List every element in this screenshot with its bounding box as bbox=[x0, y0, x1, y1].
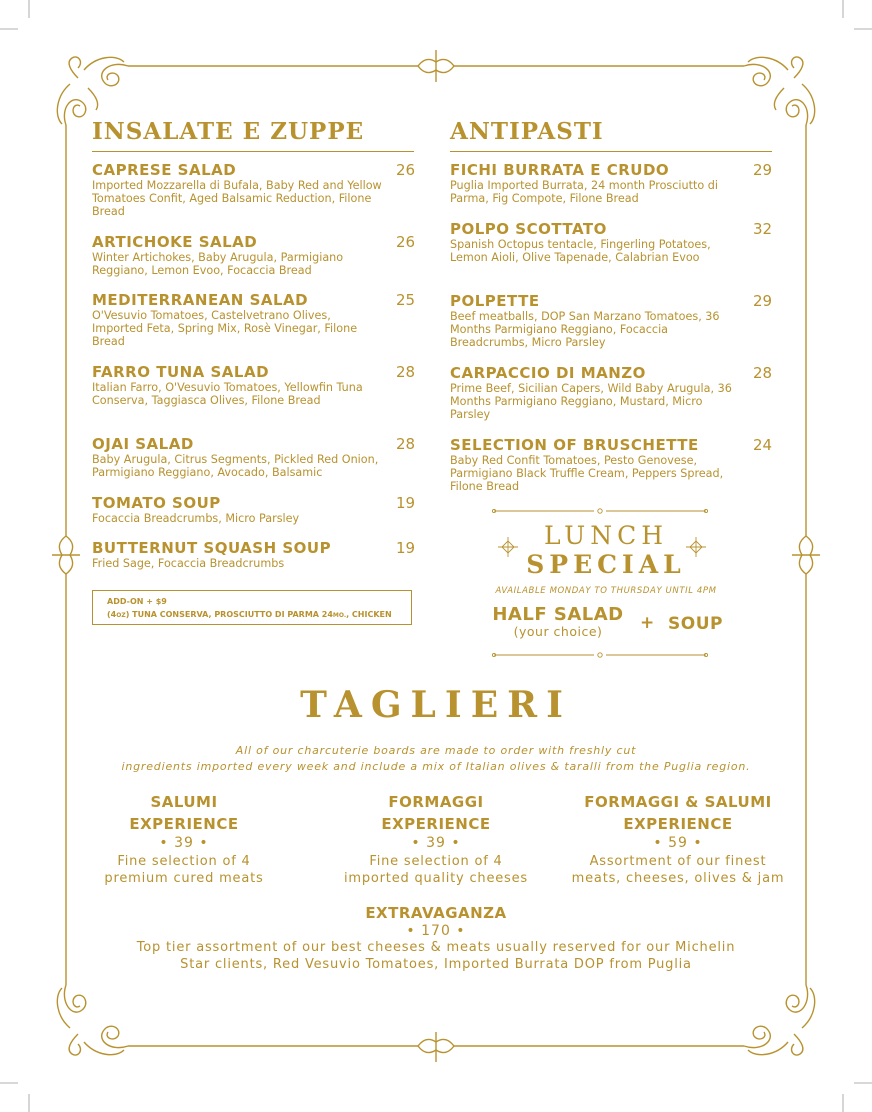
extravaganza-desc-line2: Star clients, Red Vesuvio Tomatoes, Imported Burrata DOP from Puglia bbox=[180, 957, 692, 972]
board-desc-line2: imported quality cheeses bbox=[343, 871, 529, 886]
menu-item-name: FARRO TUNA SALAD bbox=[92, 363, 270, 381]
menu-item-name: FICHI BURRATA E CRUDO bbox=[450, 161, 670, 179]
board-name-line1: FORMAGGI bbox=[388, 793, 484, 811]
extravaganza-price: • 170 • bbox=[406, 923, 466, 939]
menu-item-price: 26 bbox=[396, 161, 416, 179]
menu-item-description: Puglia Imported Burrata, 24 month Prosciutto di Parma, Fig Compote, Filone Bread bbox=[450, 179, 718, 205]
menu-item-price: 29 bbox=[753, 161, 773, 179]
menu-item-description: Beef meatballs, DOP San Marzano Tomatoes, 36 Months Parmigiano Reggiano, Focaccia Breadcrumbs, Micro Parsley bbox=[450, 310, 720, 349]
antipasti-heading-rule bbox=[450, 151, 772, 152]
menu-item bbox=[92, 364, 416, 407]
menu-item bbox=[450, 365, 773, 421]
menu-item-name: CAPRESE SALAD bbox=[92, 161, 237, 179]
menu-item bbox=[92, 234, 416, 277]
menu-item-name: POLPO SCOTTATO bbox=[450, 220, 607, 238]
menu-item bbox=[450, 437, 773, 493]
menu-item bbox=[92, 436, 416, 479]
board-name-line2: EXPERIENCE bbox=[129, 815, 239, 833]
extravaganza-desc-line1: Top tier assortment of our best cheeses & meats usually reserved for our Michelin bbox=[136, 940, 736, 955]
lunch-special-line2: SPECIAL bbox=[526, 550, 686, 579]
board-desc-line2: premium cured meats bbox=[104, 871, 264, 886]
menu-item bbox=[450, 293, 773, 349]
menu-item-description: Spanish Octopus tentacle, Fingerling Potatoes, Lemon Aioli, Olive Tapenade, Calabrian Evoo bbox=[450, 238, 711, 264]
board-price: • 59 • bbox=[653, 835, 703, 851]
menu-item-price: 32 bbox=[753, 220, 773, 238]
menu-item-description: Italian Farro, O'Vesuvio Tomatoes, Yellowfin Tuna Conserva, Taggiasca Olives, Filone Bread bbox=[92, 381, 363, 407]
menu-item bbox=[450, 221, 773, 264]
taglieri-intro bbox=[96, 743, 776, 775]
board-desc-line2: meats, cheeses, olives & jam bbox=[571, 871, 785, 886]
menu-item-price: 19 bbox=[396, 539, 416, 557]
board-desc-line1: Fine selection of 4 bbox=[117, 854, 251, 869]
menu-item-price: 24 bbox=[753, 436, 773, 454]
menu-item-description: O'Vesuvio Tomatoes, Castelvetrano Olives, Imported Feta, Spring Mix, Rosè Vinegar, Filone Bread bbox=[92, 309, 358, 348]
menu-item-price: 28 bbox=[396, 435, 416, 453]
menu-item-description: Focaccia Breadcrumbs, Micro Parsley bbox=[92, 512, 300, 525]
lunch-availability: AVAILABLE MONDAY TO THURSDAY UNTIL 4PM bbox=[495, 586, 717, 596]
menu-item-price: 19 bbox=[396, 494, 416, 512]
menu-item-price: 29 bbox=[753, 292, 773, 310]
menu-item-description: Winter Artichokes, Baby Arugula, Parmigiano Reggiano, Lemon Evoo, Focaccia Bread bbox=[92, 251, 344, 277]
board-price: • 39 • bbox=[159, 835, 209, 851]
menu-item-description: Fried Sage, Focaccia Breadcrumbs bbox=[92, 557, 285, 570]
extravaganza-board bbox=[96, 903, 776, 973]
taglieri-heading: TAGLIERI bbox=[300, 684, 572, 726]
menu-item bbox=[92, 540, 416, 570]
lunch-special-line1: LUNCH bbox=[543, 521, 669, 550]
addon-box bbox=[92, 590, 412, 625]
board-name-line2: EXPERIENCE bbox=[623, 815, 733, 833]
menu-item bbox=[450, 162, 773, 205]
lunch-special-title bbox=[500, 521, 712, 579]
menu-item-name: CARPACCIO DI MANZO bbox=[450, 364, 646, 382]
addon-text: (4OZ) TUNA CONSERVA, PROSCIUTTO DI PARMA 24MO., CHICKEN bbox=[107, 610, 392, 619]
menu-item-price: 28 bbox=[396, 363, 416, 381]
menu-item bbox=[92, 162, 416, 218]
menu-item-name: TOMATO SOUP bbox=[92, 494, 221, 512]
taglieri-intro-line2: ingredients imported every week and include a mix of Italian olives & taralli from the Puglia region. bbox=[121, 760, 751, 773]
menu-item-description: Imported Mozzarella di Bufala, Baby Red and Yellow Tomatoes Confit, Aged Balsamic Reduction, Filone Bread bbox=[92, 179, 382, 218]
menu-item-price: 25 bbox=[396, 291, 416, 309]
insalate-heading: INSALATE E ZUPPE bbox=[92, 118, 365, 145]
menu-item-name: MEDITERRANEAN SALAD bbox=[92, 291, 309, 309]
board-desc-line1: Assortment of our finest bbox=[589, 854, 767, 869]
board-price: • 39 • bbox=[411, 835, 461, 851]
menu-item-price: 26 bbox=[396, 233, 416, 251]
board-name-line1: FORMAGGI & SALUMI bbox=[584, 793, 772, 811]
taglieri-board bbox=[558, 791, 798, 887]
taglieri-board bbox=[316, 791, 556, 887]
addon-title: ADD-ON + $9 bbox=[107, 597, 167, 606]
menu-item-description: Prime Beef, Sicilian Capers, Wild Baby Arugula, 36 Months Parmigiano Reggiano, Mustard, Micro Parsley bbox=[450, 382, 732, 421]
menu-item bbox=[92, 292, 416, 348]
menu-item bbox=[92, 495, 416, 525]
extravaganza-name: EXTRAVAGANZA bbox=[365, 904, 507, 922]
lunch-option-half-salad: HALF SALAD bbox=[492, 604, 624, 625]
taglieri-board bbox=[64, 791, 304, 887]
board-name-line1: SALUMI bbox=[150, 793, 218, 811]
menu-item-name: SELECTION OF BRUSCHETTE bbox=[450, 436, 699, 454]
menu-item-price: 28 bbox=[753, 364, 773, 382]
menu-item-name: POLPETTE bbox=[450, 292, 540, 310]
board-desc-line1: Fine selection of 4 bbox=[369, 854, 503, 869]
insalate-heading-rule bbox=[92, 151, 414, 152]
menu-item-description: Baby Arugula, Citrus Segments, Pickled Red Onion, Parmigiano Reggiano, Avocado, Balsamic bbox=[92, 453, 379, 479]
lunch-option-soup: SOUP bbox=[668, 614, 723, 634]
board-name-line2: EXPERIENCE bbox=[381, 815, 491, 833]
lunch-plus-sign: + bbox=[640, 613, 655, 633]
taglieri-intro-line1: All of our charcuterie boards are made to order with freshly cut bbox=[235, 744, 637, 757]
menu-item-description: Baby Red Confit Tomatoes, Pesto Genovese, Parmigiano Black Truffle Cream, Peppers Spread, Filone Bread bbox=[450, 454, 724, 493]
lunch-option-note: (your choice) bbox=[513, 624, 603, 639]
menu-item-name: BUTTERNUT SQUASH SOUP bbox=[92, 539, 332, 557]
menu-item-name: ARTICHOKE SALAD bbox=[92, 233, 258, 251]
antipasti-heading: ANTIPASTI bbox=[450, 118, 604, 145]
menu-item-name: OJAI SALAD bbox=[92, 435, 194, 453]
